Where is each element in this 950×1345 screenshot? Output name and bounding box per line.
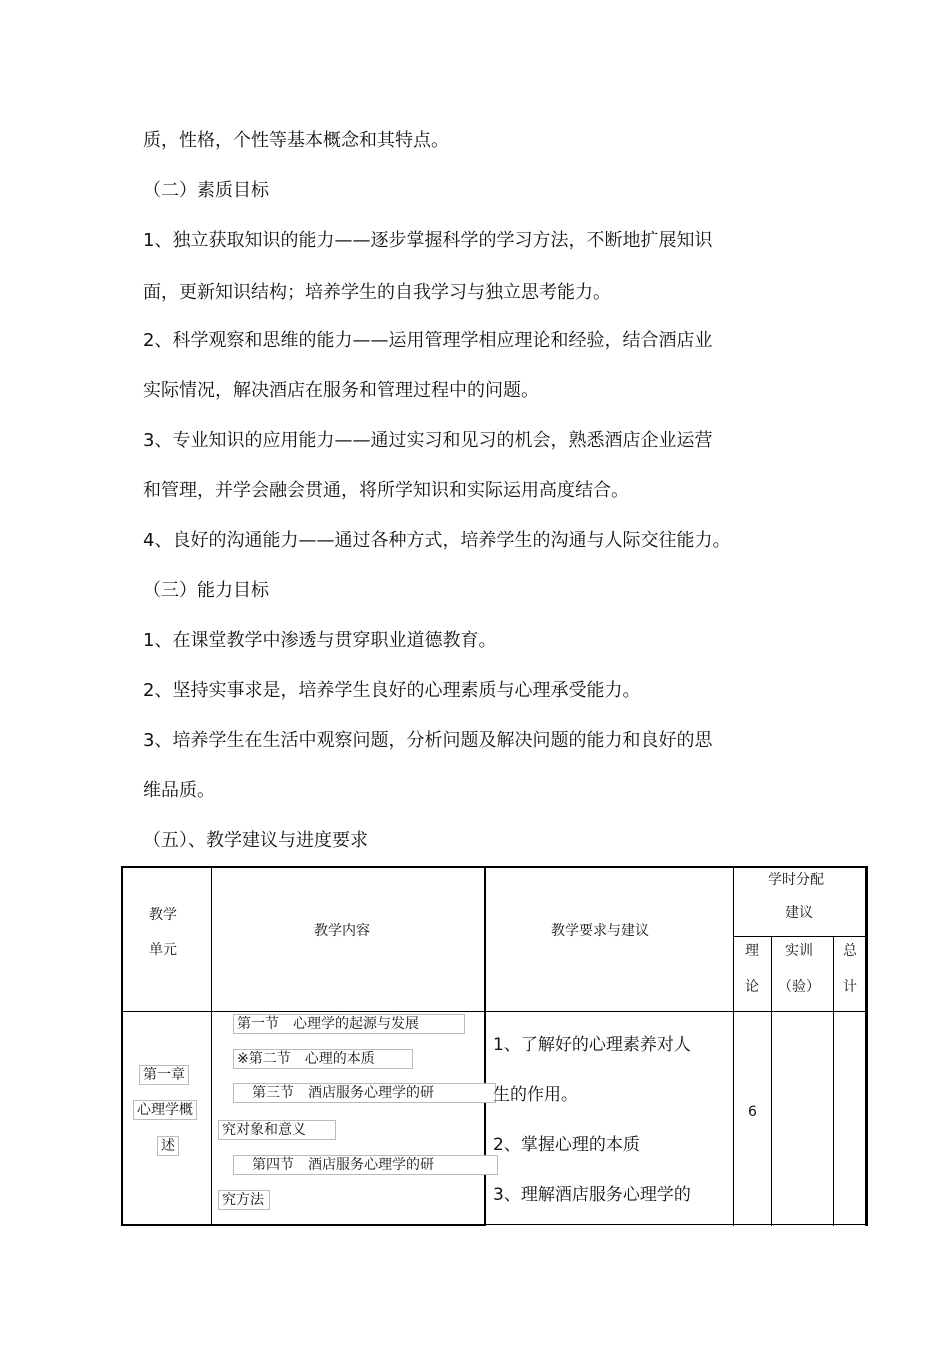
row1-req-line3: 2、掌握心理的本质 <box>493 1135 640 1155</box>
paragraph-1: 质，性格，个性等基本概念和其特点。 <box>143 130 449 151</box>
header-unit-line1: 教学 <box>149 907 177 923</box>
row1-theory-hours: 6 <box>748 1104 757 1120</box>
row1-content-line1: 第一节 心理学的起源与发展 <box>233 1014 465 1034</box>
row1-content-line4: 究对象和意义 <box>218 1120 336 1140</box>
row1-content-line3: 第三节 酒店服务心理学的研 <box>233 1083 496 1103</box>
schedule-table <box>121 866 867 1226</box>
row1-content-line6: 究方法 <box>218 1190 270 1210</box>
row1-req-line4: 3、理解酒店服务心理学的 <box>493 1185 691 1205</box>
paragraph-14: 维品质。 <box>143 780 215 801</box>
row1-content-line5: 第四节 酒店服务心理学的研 <box>233 1155 498 1175</box>
row1-unit-line2: 心理学概 <box>133 1100 197 1120</box>
header-theory-line2: 论 <box>745 979 759 995</box>
paragraph-5: 2、科学观察和思维的能力——运用管理学相应理论和经验，结合酒店业 <box>143 330 713 351</box>
paragraph-13: 3、培养学生在生活中观察问题，分析问题及解决问题的能力和良好的思 <box>143 730 713 751</box>
heading-quality-goals: （二）素质目标 <box>143 180 269 201</box>
paragraph-8: 和管理，并学会融会贯通，将所学知识和实际运用高度结合。 <box>143 480 629 501</box>
header-hours-line2: 建议 <box>785 905 813 921</box>
paragraph-3: 1、独立获取知识的能力——逐步掌握科学的学习方法，不断地扩展知识 <box>143 230 713 251</box>
paragraph-7: 3、专业知识的应用能力——通过实习和见习的机会，熟悉酒店企业运营 <box>143 430 713 451</box>
header-requirements: 教学要求与建议 <box>551 923 649 939</box>
paragraph-4: 面，更新知识结构；培养学生的自我学习与独立思考能力。 <box>143 282 611 303</box>
paragraph-6: 实际情况，解决酒店在服务和管理过程中的问题。 <box>143 380 539 401</box>
header-content: 教学内容 <box>314 923 370 939</box>
row1-content-line2: ※第二节 心理的本质 <box>233 1049 413 1069</box>
paragraph-12: 2、坚持实事求是，培养学生良好的心理素质与心理承受能力。 <box>143 680 641 701</box>
row1-req-line2: 生的作用。 <box>493 1085 578 1105</box>
header-unit-line2: 单元 <box>149 942 177 958</box>
paragraph-11: 1、在课堂教学中渗透与贯穿职业道德教育。 <box>143 630 497 651</box>
heading-ability-goals: （三）能力目标 <box>143 580 269 601</box>
paragraph-9: 4、良好的沟通能力——通过各种方式，培养学生的沟通与人际交往能力。 <box>143 530 731 551</box>
heading-teaching-suggestions: （五）、教学建议与进度要求 <box>143 830 368 851</box>
row1-unit-line1: 第一章 <box>139 1065 189 1085</box>
header-practice-line1: 实训 <box>785 943 813 959</box>
header-theory-line1: 理 <box>745 943 759 959</box>
header-total-line2: 计 <box>843 979 857 995</box>
row1-unit-line3: 述 <box>157 1136 179 1156</box>
header-total-line1: 总 <box>843 943 857 959</box>
row1-req-line1: 1、了解好的心理素养对人 <box>493 1035 691 1055</box>
header-hours-line1: 学时分配 <box>768 872 824 888</box>
header-practice-line2: （验） <box>778 979 820 995</box>
